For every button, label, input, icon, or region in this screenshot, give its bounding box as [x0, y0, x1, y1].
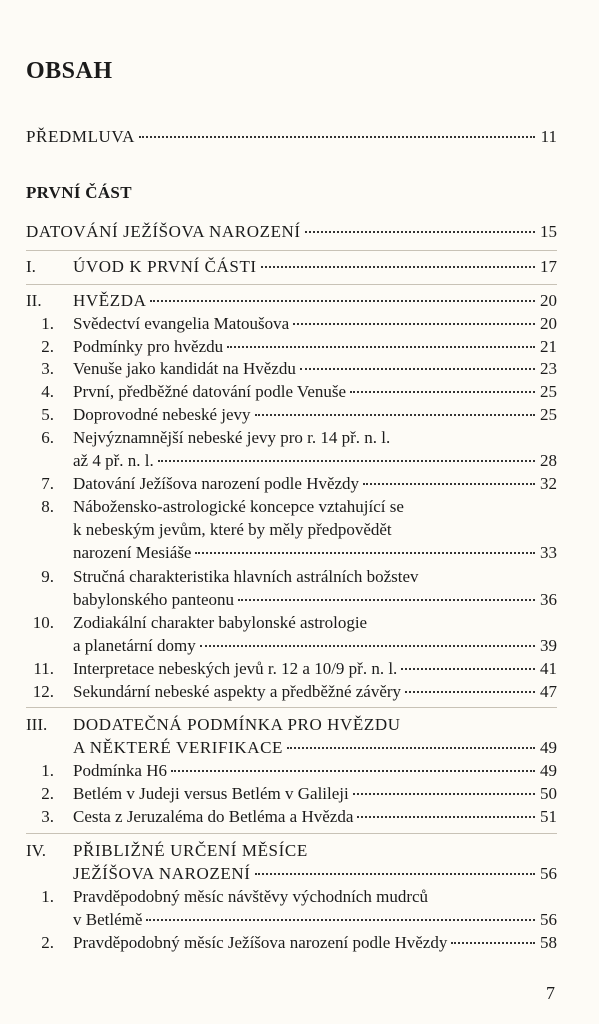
- item-title: Doprovodné nebeské jevy: [73, 405, 251, 424]
- part-label: PRVNÍ ČÁST: [26, 183, 132, 202]
- dot-leader: [158, 460, 535, 462]
- toc-item: [26, 427, 557, 449]
- dot-leader: [363, 483, 535, 485]
- toc-item-continued: [26, 635, 557, 657]
- toc-chapter-4-continued: [26, 863, 557, 885]
- item-number: 8.: [41, 497, 54, 516]
- item-title: Pravděpodobný měsíc návštěvy východních mudrců: [73, 887, 429, 906]
- item-number: 6.: [41, 428, 54, 447]
- toc-item: [26, 612, 557, 634]
- item-title: Podmínka H6: [73, 761, 167, 780]
- item-title: k nebeským jevům, které by měly předpovědět: [73, 520, 392, 539]
- chapter-title: JEŽÍŠOVA NAROZENÍ: [73, 864, 251, 883]
- chapter-number: II.: [26, 291, 42, 310]
- entry-page: 17: [540, 257, 557, 276]
- divider: [26, 707, 557, 708]
- item-title: Zodiakální charakter babylonské astrologie: [73, 613, 368, 632]
- dot-leader: [405, 691, 535, 693]
- item-title: Stručná charakteristika hlavních astrálních božstev: [73, 567, 419, 586]
- toc-chapter-1: [26, 256, 557, 278]
- toc-item: [26, 313, 557, 335]
- chapter-number: I.: [26, 257, 36, 276]
- entry-page: 33: [540, 543, 557, 562]
- toc-chapter-3: [26, 714, 557, 736]
- item-number: 11.: [33, 659, 54, 678]
- entry-page: 25: [540, 405, 557, 424]
- item-number: 7.: [41, 474, 54, 493]
- dot-leader: [195, 552, 535, 554]
- entry-page: 56: [540, 864, 557, 883]
- item-title: Nábožensko-astrologické koncepce vztahující se: [73, 497, 404, 516]
- dot-leader: [350, 391, 535, 393]
- item-title: babylonského panteonu: [73, 590, 234, 609]
- divider: [26, 833, 557, 834]
- chapter-title: A NĚKTERÉ VERIFIKACE: [73, 738, 284, 757]
- entry-page: 39: [540, 636, 557, 655]
- toc-item-continued: [26, 450, 557, 472]
- dot-leader: [200, 645, 535, 647]
- dot-leader: [300, 368, 535, 370]
- item-number: 5.: [41, 405, 54, 424]
- toc-item-continued: [26, 589, 557, 611]
- chapter-title: DODATEČNÁ PODMÍNKA PRO HVĚZDU: [73, 715, 401, 734]
- item-title: v Betlémě: [73, 910, 143, 929]
- toc-item: [26, 381, 557, 403]
- toc-item: [26, 681, 557, 703]
- item-title: Pravděpodobný měsíc Ježíšova narození podle Hvězdy: [73, 933, 448, 952]
- item-title: Nejvýznamnější nebeské jevy pro r. 14 př. n. l.: [73, 428, 391, 447]
- dot-leader: [146, 919, 535, 921]
- item-title: až 4 př. n. l.: [73, 451, 154, 470]
- chapter-title: HVĚZDA: [73, 291, 147, 310]
- chapter-title: ÚVOD K PRVNÍ ČÁSTI: [73, 257, 257, 276]
- page-title: OBSAH: [26, 58, 113, 84]
- item-number: 1.: [41, 314, 54, 333]
- toc-item-continued: [26, 909, 557, 931]
- dot-leader: [293, 323, 535, 325]
- item-number: 2.: [41, 337, 54, 356]
- toc-item: [26, 886, 557, 908]
- entry-page: 36: [540, 590, 557, 609]
- item-number: 2.: [41, 933, 54, 952]
- item-title: narození Mesiáše: [73, 543, 192, 562]
- item-number: 3.: [41, 359, 54, 378]
- toc-item: [26, 760, 557, 782]
- dot-leader: [227, 346, 535, 348]
- entry-title: DATOVÁNÍ JEŽÍŠOVA NAROZENÍ: [26, 222, 301, 241]
- dot-leader: [171, 770, 535, 772]
- chapter-number: III.: [26, 715, 48, 734]
- item-number: 1.: [41, 761, 54, 780]
- toc-chapter-4: [26, 840, 557, 862]
- entry-page: 21: [540, 337, 557, 356]
- dot-leader: [238, 599, 535, 601]
- entry-page: 47: [540, 682, 557, 701]
- toc-chapter-3-continued: [26, 737, 557, 759]
- entry-page: 25: [540, 382, 557, 401]
- item-title: a planetární domy: [73, 636, 196, 655]
- page-number: 7: [546, 983, 555, 1003]
- toc-item-continued: [26, 542, 557, 564]
- toc-item: [26, 783, 557, 805]
- entry-page: 58: [540, 933, 557, 952]
- entry-page: 20: [540, 314, 557, 333]
- dot-leader: [255, 873, 535, 875]
- item-title: Datování Ježíšova narození podle Hvězdy: [73, 474, 360, 493]
- entry-page: 23: [540, 359, 557, 378]
- toc-item: [26, 496, 557, 518]
- divider: [26, 250, 557, 251]
- toc-item: [26, 473, 557, 495]
- dot-leader: [150, 300, 535, 302]
- toc-item: [26, 336, 557, 358]
- toc-item: [26, 932, 557, 954]
- dot-leader: [305, 231, 535, 233]
- toc-item: [26, 806, 557, 828]
- entry-page: 11: [540, 127, 557, 146]
- entry-page: 15: [540, 222, 557, 241]
- chapter-title: PŘIBLIŽNÉ URČENÍ MĚSÍCE: [73, 841, 308, 860]
- entry-page: 20: [540, 291, 557, 310]
- item-number: 1.: [41, 887, 54, 906]
- toc-chapter-2: [26, 290, 557, 312]
- dot-leader: [401, 668, 535, 670]
- entry-title: PŘEDMLUVA: [26, 127, 135, 146]
- item-title: Sekundární nebeské aspekty a předběžné závěry: [73, 682, 402, 701]
- divider: [26, 284, 557, 285]
- toc-entry-preface: [26, 126, 557, 148]
- item-number: 2.: [41, 784, 54, 803]
- item-title: První, předběžné datování podle Venuše: [73, 382, 347, 401]
- dot-leader: [287, 747, 535, 749]
- toc-entry-part-title: [26, 221, 557, 243]
- item-title: Svědectví evangelia Matoušova: [73, 314, 290, 333]
- toc-item-continued: [26, 519, 557, 541]
- item-title: Betlém v Judeji versus Betlém v Galileji: [73, 784, 349, 803]
- item-title: Cesta z Jeruzaléma do Betléma a Hvězda: [73, 807, 354, 826]
- toc-item: [26, 566, 557, 588]
- dot-leader: [353, 793, 535, 795]
- entry-page: 32: [540, 474, 557, 493]
- chapter-number: IV.: [26, 841, 46, 860]
- item-title: Interpretace nebeských jevů r. 12 a 10/9 př. n. l.: [73, 659, 398, 678]
- dot-leader: [357, 816, 535, 818]
- item-number: 9.: [41, 567, 54, 586]
- toc-item: [26, 658, 557, 680]
- entry-page: 49: [540, 738, 557, 757]
- item-number: 3.: [41, 807, 54, 826]
- dot-leader: [451, 942, 535, 944]
- toc-item: [26, 404, 557, 426]
- item-title: Venuše jako kandidát na Hvězdu: [73, 359, 296, 378]
- entry-page: 50: [540, 784, 557, 803]
- dot-leader: [139, 136, 535, 138]
- item-number: 12.: [32, 682, 54, 701]
- dot-leader: [255, 414, 535, 416]
- toc-item: [26, 358, 557, 380]
- entry-page: 51: [540, 807, 557, 826]
- item-number: 10.: [32, 613, 54, 632]
- item-title: Podmínky pro hvězdu: [73, 337, 224, 356]
- item-number: 4.: [41, 382, 54, 401]
- dot-leader: [261, 266, 535, 268]
- entry-page: 49: [540, 761, 557, 780]
- entry-page: 41: [540, 659, 557, 678]
- entry-page: 28: [540, 451, 557, 470]
- entry-page: 56: [540, 910, 557, 929]
